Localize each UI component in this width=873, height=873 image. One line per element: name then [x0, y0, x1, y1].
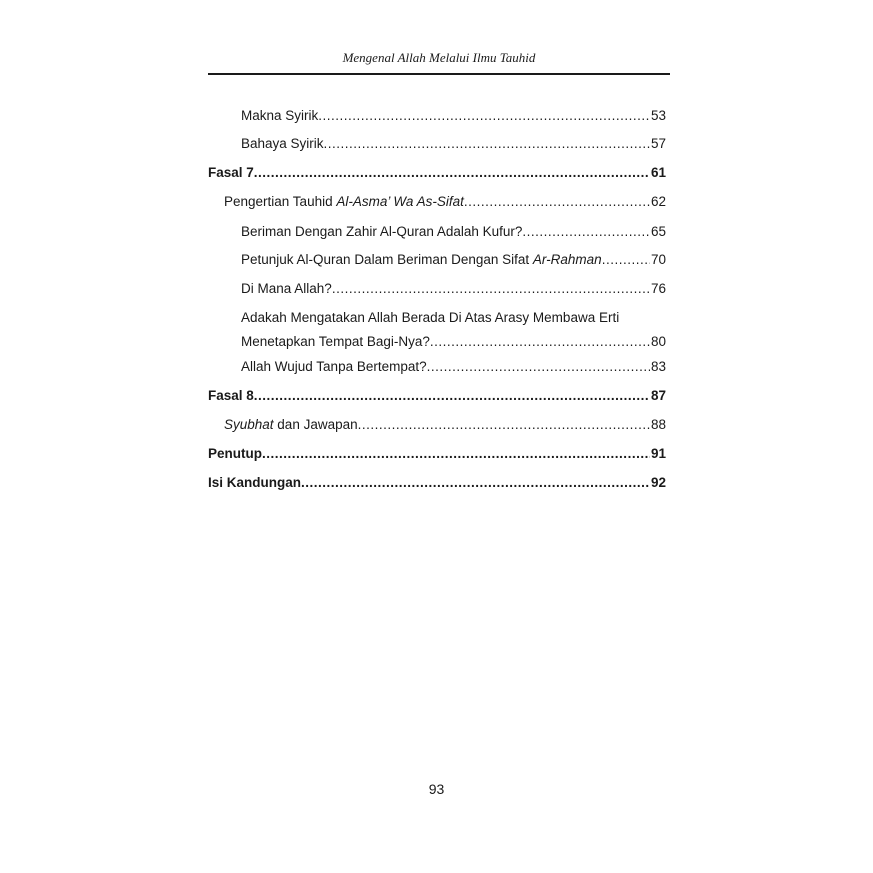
dot-leader — [254, 161, 650, 185]
toc-entry-bahaya-syirik — [208, 132, 666, 156]
toc-entry-title — [224, 190, 464, 214]
toc-entry-allah-wujud — [208, 355, 666, 379]
toc-entry-page: 83 — [650, 359, 666, 374]
toc-entry-page: 87 — [650, 388, 666, 403]
toc-entry-adakah-mengatakan — [208, 306, 666, 354]
toc-entry-syubhat — [208, 413, 666, 437]
toc-entry-page: 91 — [650, 446, 666, 461]
toc-entry-title: Makna Syirik — [241, 108, 319, 123]
toc-entry-title — [241, 248, 602, 272]
dot-leader — [464, 190, 650, 214]
toc-entry-title: Penutup — [208, 446, 262, 461]
dot-leader — [427, 355, 650, 379]
toc-entry-page: 76 — [650, 281, 666, 296]
toc-entry-fasal-7 — [208, 161, 666, 185]
toc-entry-title: Beriman Dengan Zahir Al-Quran Adalah Kufur? — [241, 224, 523, 239]
toc-entry-page: 65 — [650, 224, 666, 239]
toc-entry-page: 53 — [650, 108, 666, 123]
toc-entry-page: 57 — [650, 136, 666, 151]
toc-entry-title: Isi Kandungan — [208, 475, 302, 490]
toc-entry-title-line1: Adakah Mengatakan Allah Berada Di Atas Arasy Membawa Erti — [241, 310, 620, 325]
toc-entry-di-mana-allah — [208, 277, 666, 301]
toc-entry-title: Menetapkan Tempat Bagi-Nya? — [241, 334, 430, 349]
toc-entry-title-italic: Ar-Rahman — [532, 252, 602, 267]
dot-leader — [602, 248, 650, 272]
dot-leader — [430, 330, 650, 354]
toc-entry-title: Fasal 7 — [208, 165, 254, 180]
toc-entry-penutup — [208, 442, 666, 466]
toc-entry-beriman-dengan-zahir — [208, 220, 666, 244]
toc-entry-title-roman: Petunjuk Al-Quran Dalam Beriman Dengan Sifat — [241, 252, 533, 267]
toc-entry-isi-kandungan — [208, 471, 666, 495]
dot-leader — [262, 442, 650, 466]
toc-entry-page: 70 — [650, 252, 666, 267]
dot-leader — [254, 384, 650, 408]
toc-entry-pengertian-tauhid — [208, 190, 666, 214]
toc-entry-petunjuk-al-quran — [208, 248, 666, 272]
toc-entry-page: 92 — [650, 475, 666, 490]
toc-entry-title: Fasal 8 — [208, 388, 254, 403]
dot-leader — [358, 413, 650, 437]
dot-leader — [522, 220, 650, 244]
toc-entry-page: 62 — [650, 194, 666, 209]
toc-entry-title-roman: dan Jawapan — [273, 417, 358, 432]
toc-entry-title — [224, 413, 358, 437]
dot-leader — [318, 104, 650, 128]
toc-entry-title-italic: Syubhat — [224, 417, 274, 432]
toc-entry-title-italic: Al-Asma’ Wa As-Sifat — [336, 194, 464, 209]
dot-leader — [301, 471, 650, 495]
toc-entry-title: Allah Wujud Tanpa Bertempat? — [241, 359, 427, 374]
toc-entry-title-roman: Pengertian Tauhid — [224, 194, 337, 209]
page-number: 93 — [428, 781, 445, 797]
toc-entry-page: 80 — [650, 334, 666, 349]
dot-leader — [324, 132, 650, 156]
toc-entry-page: 88 — [650, 417, 666, 432]
toc-entry-title: Di Mana Allah? — [241, 281, 332, 296]
dot-leader — [332, 277, 650, 301]
toc-entry-page: 61 — [650, 165, 666, 180]
toc-entry-makna-syirik — [208, 104, 666, 128]
running-header: Mengenal Allah Melalui Ilmu Tauhid — [342, 50, 536, 65]
toc-entry-title: Bahaya Syirik — [241, 136, 324, 151]
header-rule — [208, 73, 670, 75]
toc-entry-fasal-8 — [208, 384, 666, 408]
